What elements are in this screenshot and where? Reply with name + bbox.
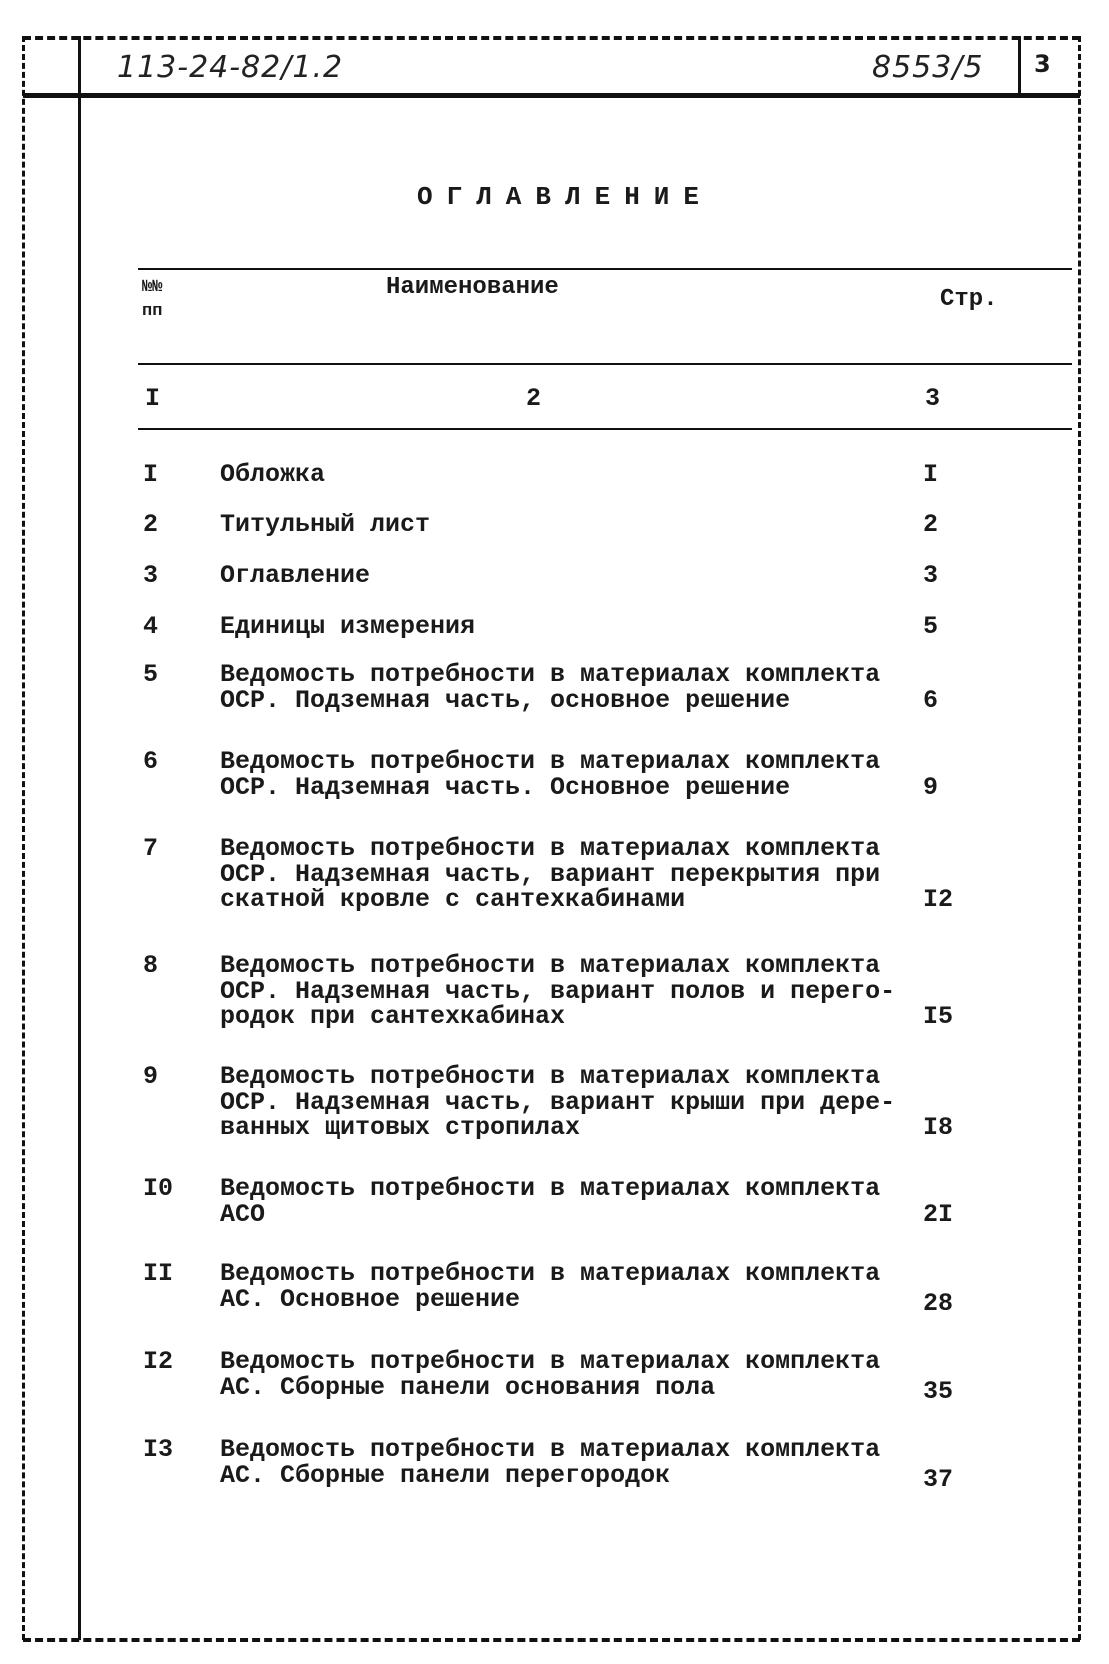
row-title: Ведомость потребности в материалах комплекта ОСР. Надземная часть, вариант полов и перего- родок при сантехкабинах (220, 951, 896, 1031)
row-number: I0 (143, 1174, 174, 1203)
row-page: 2 (923, 510, 939, 539)
header-rule (23, 93, 1080, 98)
row-number: II (143, 1259, 174, 1288)
row-title: Ведомость потребности в материалах комплекта ОСР. Надземная часть, вариант перекрытия при скатной кровле с сантехкабинами (220, 834, 881, 914)
row-title: Ведомость потребности в материалах комплекта АС. Сборные панели основания пола (220, 1347, 881, 1402)
row-page: 6 (923, 685, 939, 715)
row-title: Ведомость потребности в материалах комплекта АС. Сборные панели перегородок (220, 1435, 881, 1490)
index-bottom-rule (138, 428, 1072, 430)
header-bottom-rule (138, 363, 1072, 365)
row-page: 35 (923, 1377, 954, 1406)
frame-top-border (23, 36, 1080, 40)
document-code: 113-24-82/1.2 (117, 50, 344, 85)
row-number: I3 (143, 1435, 174, 1464)
row-number: 4 (143, 612, 159, 641)
row-page: 9 (923, 772, 939, 802)
row-number: 2 (143, 510, 159, 539)
row-page: 3 (923, 561, 939, 590)
row-number: 9 (143, 1062, 159, 1091)
row-number: 5 (143, 660, 159, 689)
row-title: Ведомость потребности в материалах комплекта АС. Основное решение (220, 1259, 881, 1314)
page-title: ОГЛАВЛЕНИЕ (416, 182, 714, 212)
frame-right-border (1078, 36, 1081, 1640)
binding-margin-line (78, 36, 81, 1640)
row-page: I2 (923, 885, 954, 914)
frame-bottom-border (23, 1638, 1080, 1642)
column-header-number: №№ пп (142, 278, 163, 321)
frame-left-border (22, 36, 25, 1640)
row-title: Ведомость потребности в материалах комплекта ОСР. Подземная часть, основное решение (220, 660, 881, 715)
sheet-box-divider (1018, 36, 1021, 96)
row-number: I2 (143, 1347, 174, 1376)
archive-number: 8553/5 (872, 50, 984, 85)
row-page: I8 (923, 1113, 954, 1142)
column-index-1: I (145, 384, 161, 413)
column-index-3: 3 (925, 384, 941, 413)
row-title: Единицы измерения (220, 612, 476, 641)
row-number: I (143, 460, 159, 489)
row-page: I (923, 460, 939, 489)
row-page: 37 (923, 1465, 954, 1494)
sheet-number: 3 (1034, 50, 1051, 78)
row-page: 2I (923, 1199, 954, 1229)
row-title: Обложка (220, 460, 326, 489)
row-title: Оглавление (220, 561, 371, 590)
row-number: 6 (143, 747, 159, 776)
row-number: 7 (143, 834, 159, 863)
row-number: 3 (143, 561, 159, 590)
row-page: I5 (923, 1002, 954, 1031)
row-title: Титульный лист (220, 510, 431, 539)
column-index-2: 2 (526, 384, 542, 413)
row-number: 8 (143, 951, 159, 980)
row-title: Ведомость потребности в материалах комплекта ОСР. Надземная часть, вариант крыши при дере- ванных щитовых стропилах (220, 1062, 896, 1142)
row-title: Ведомость потребности в материалах комплекта АСО (220, 1174, 881, 1229)
row-page: 5 (923, 612, 939, 641)
row-page: 28 (923, 1289, 954, 1318)
column-header-page: Стр. (940, 286, 998, 313)
column-header-name: Наименование (386, 274, 559, 301)
row-title: Ведомость потребности в материалах комплекта ОСР. Надземная часть. Основное решение (220, 747, 881, 802)
table-top-rule (138, 268, 1072, 270)
